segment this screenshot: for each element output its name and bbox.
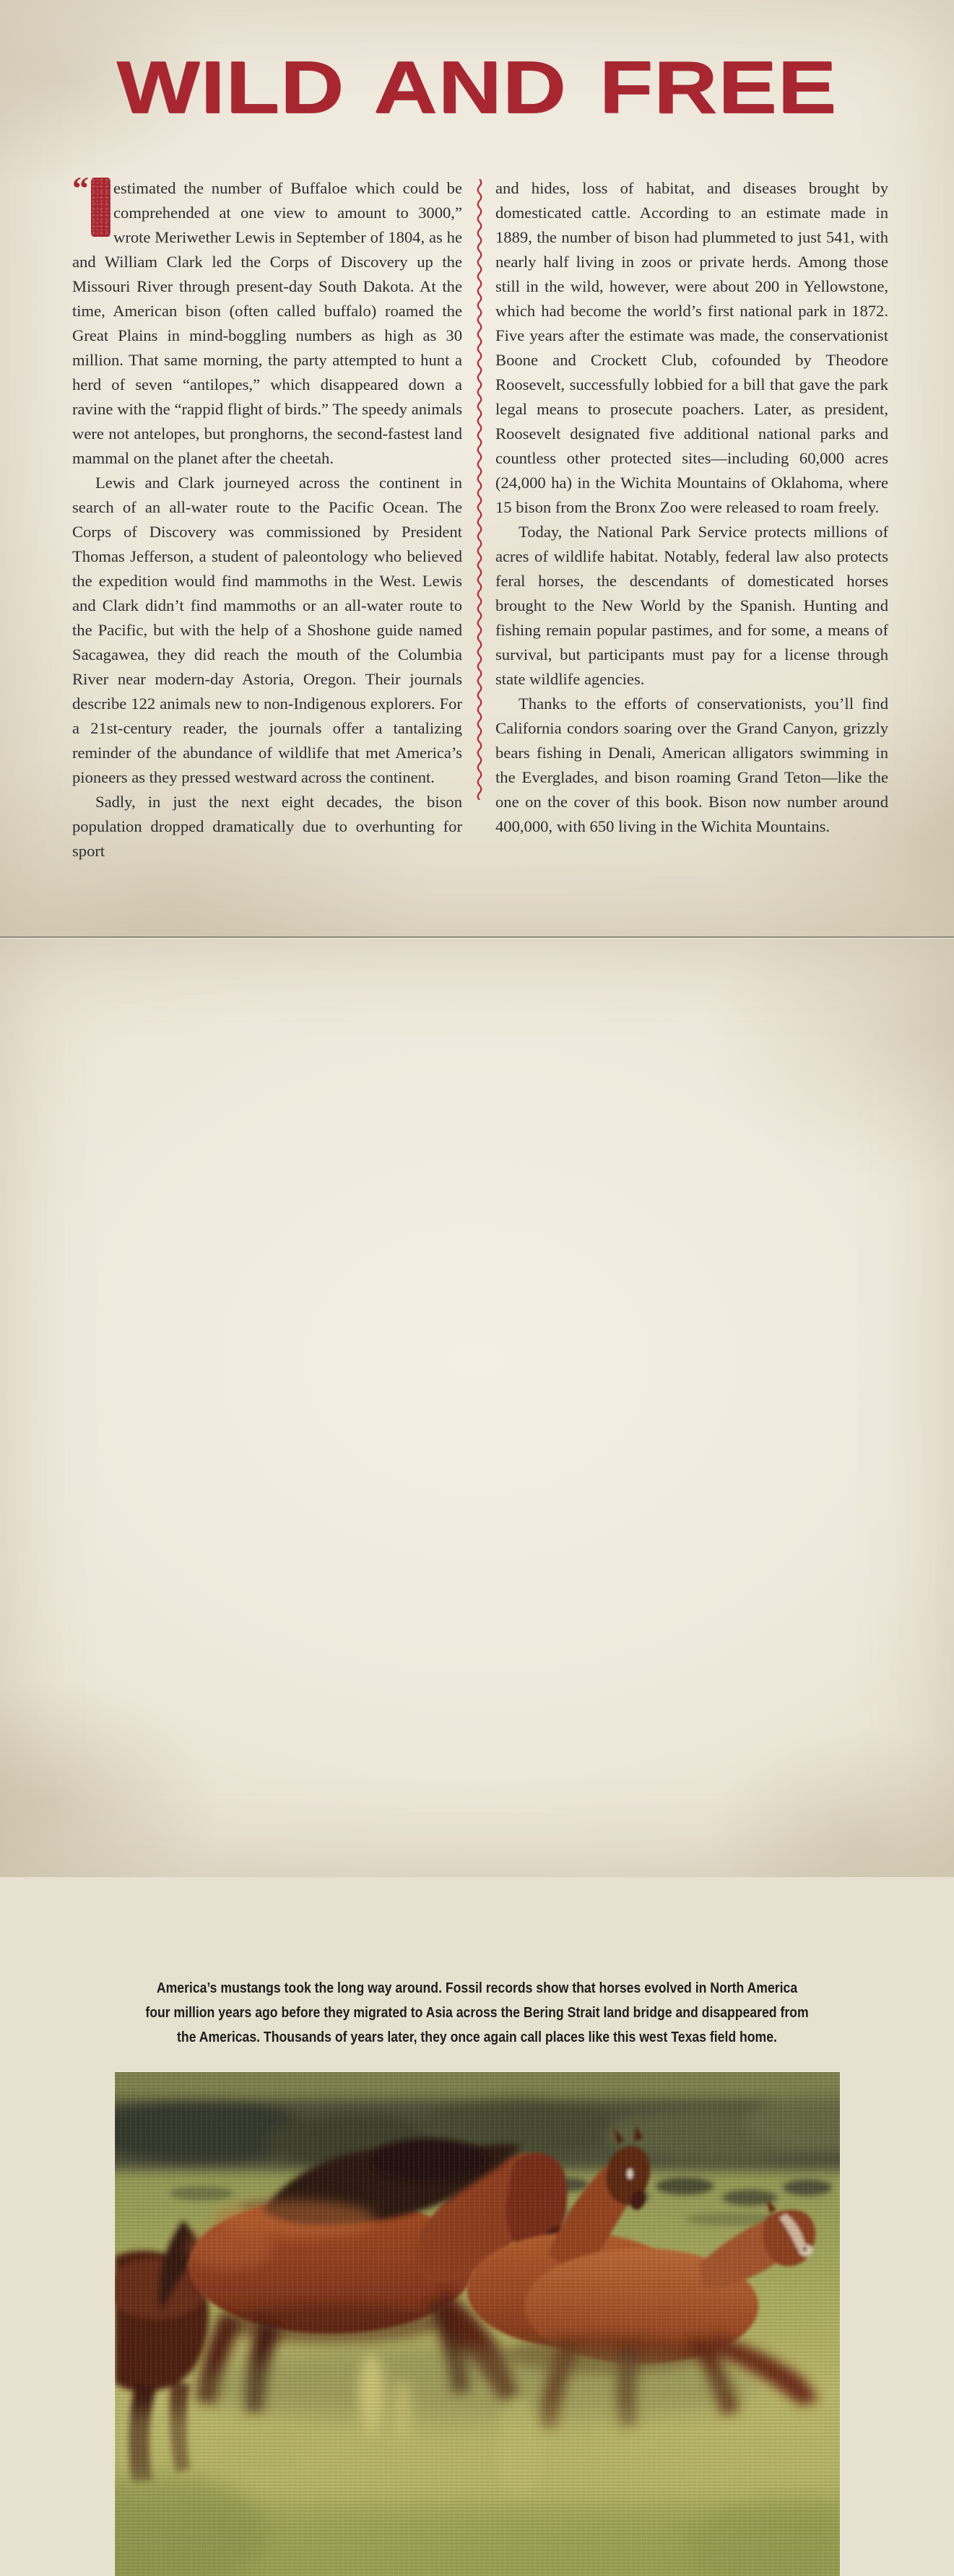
photo-caption xyxy=(66,1976,887,2050)
caption-line: four million years ago before they migrated to Asia across the Bering Strait land bridge and disappeared from xyxy=(145,2004,809,2021)
paragraph: Sadly, in just the next eight decades, the bison population dropped dramatically due to overhunting for sport xyxy=(72,793,462,860)
text-page xyxy=(0,0,954,937)
paragraph: Today, the National Park Service protects millions of acres of wildlife habitat. Notably, federal law also protects feral horses, the descendants of domesticated horses brought to the New World by the Spanish. Hunting and fishing remain popular pastimes, and for some, a means of survival, but participants must pay for a license through state wildlife agencies. xyxy=(495,523,888,688)
page-title: WILD AND FREE xyxy=(116,45,838,129)
paragraph-text: estimated the number of Buffaloe which could be comprehended at one view to amount to 3000,” wrote Meriwether Lewis in September of 1804, as he and William Clark led the Corps of Discovery up the Missouri River through present-day South Dakota. At the time, American bison (often called buffalo) roamed the Great Plains in mind-boggling numbers as high as 30 million. That same morning, the party attempted to hunt a herd of seven “antilopes,” which disappeared down a ravine with the “rappid flight of birds.” The speedy animals were not antelopes, but pronghorns, the second-fastest land mammal on the planet after the cheetah. xyxy=(72,179,462,467)
mustangs-photo-art xyxy=(115,2072,840,2576)
paragraph: Lewis and Clark journeyed across the continent in search of an all-water route to the Pacific Ocean. The Corps of Discovery was commissioned by President Thomas Jefferson, a student of paleontology who believed the expedition would find mammoths in the West. Lewis and Clark didn’t find mammoths or an all-water route to the Pacific, but with the help of a Shoshone guide named Sacagawea, they did reach the mouth of the Columbia River near modern-day Astoria, Oregon. Their journals describe 122 animals new to non-Indigenous explorers. For a 21st-century reader, the journals offer a tantalizing reminder of the abundance of wildlife that met America’s pioneers as they pressed westward across the continent. xyxy=(72,474,462,786)
caption-line: the Americas. Thousands of years later, they once again call places like this west Texas field home. xyxy=(177,2029,777,2045)
wavy-column-divider xyxy=(475,179,484,800)
paragraph-opening xyxy=(72,170,462,471)
paragraph: and hides, loss of habitat, and diseases brought by domesticated cattle. According to an estimate made in 1889, the number of bison had plummeted to just 541, with nearly half living in zoos or private herds. Among those still in the wild, however, were about 200 in Yellowstone, which had become the world’s first national park in 1872. Five years after the estimate was made, the conservationist Boone and Crockett Club, cofounded by Theodore Roosevelt, successfully lobbied for a bill that gave the park legal means to prosecute poachers. Later, as president, Roosevelt designated five additional national parks and countless other protected sites—including 60,000 acres (24,000 ha) in the Wichita Mountains of Oklahoma, where 15 bison from the Bronx Zoo were released to roam freely. xyxy=(495,179,888,516)
wavy-line-path xyxy=(478,179,482,800)
mustangs-photo xyxy=(115,2072,840,2576)
caption-line: America’s mustangs took the long way around. Fossil records show that horses evolved in North America xyxy=(156,1980,798,1996)
paragraph: Thanks to the efforts of conservationists, you’ll find California condors soaring over the Grand Canyon, grizzly bears fishing in Denali, American alligators swimming in the Everglades, and bison roaming Grand Teton—like the one on the cover of this book. Bison now number around 400,000, with 650 living in the Wichita Mountains. xyxy=(495,695,888,835)
drop-cap-block xyxy=(72,170,113,238)
opening-quote-mark: “ xyxy=(72,170,89,206)
drop-cap xyxy=(91,178,110,237)
left-column xyxy=(72,170,462,863)
article-columns xyxy=(72,170,888,860)
photo-page xyxy=(0,939,954,2045)
right-column xyxy=(495,176,888,839)
